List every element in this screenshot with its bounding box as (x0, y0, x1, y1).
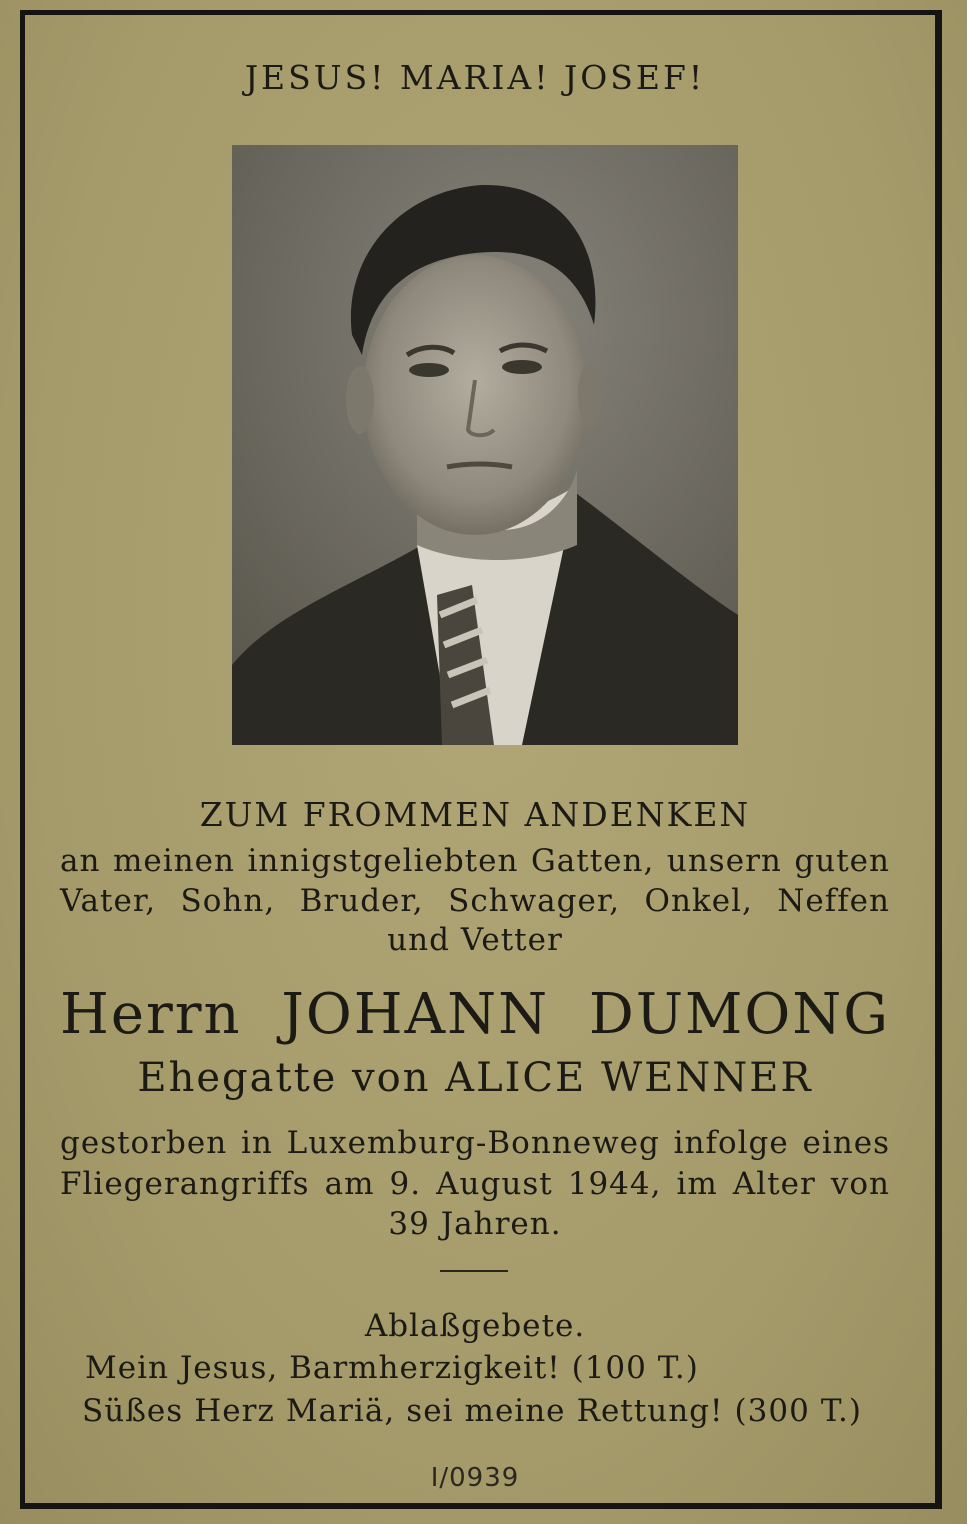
section-divider (440, 1270, 508, 1272)
dedication-line-1: an meinen innigstgeliebten Gatten, unsern guten (60, 843, 890, 879)
dedication-line-2: Vater, Sohn, Bruder, Schwager, Onkel, Neffen (60, 883, 890, 919)
catalog-code: I/0939 (430, 1463, 520, 1493)
deceased-name: Herrn JOHANN DUMONG (60, 982, 890, 1047)
portrait-photo (232, 145, 738, 745)
death-notice-line-3: 39 Jahren. (388, 1206, 562, 1242)
invocation-text: JESUS! MARIA! JOSEF! (244, 58, 706, 97)
spouse-line: Ehegatte von ALICE WENNER (137, 1055, 813, 1101)
portrait-image (232, 145, 738, 745)
memorial-heading: ZUM FROMMEN ANDENKEN (199, 795, 751, 834)
prayer-line-2: Süßes Herz Mariä, sei meine Rettung! (300 T.) (82, 1393, 862, 1429)
death-notice-line-2: Fliegerangriffs am 9. August 1944, im Alter von (60, 1166, 890, 1202)
indulgence-title: Ablaßgebete. (364, 1308, 586, 1344)
prayer-line-1: Mein Jesus, Barmherzigkeit! (100 T.) (85, 1350, 699, 1386)
dedication-line-3: und Vetter (387, 922, 563, 958)
death-notice-line-1: gestorben in Luxemburg-Bonneweg infolge eines (60, 1125, 890, 1161)
